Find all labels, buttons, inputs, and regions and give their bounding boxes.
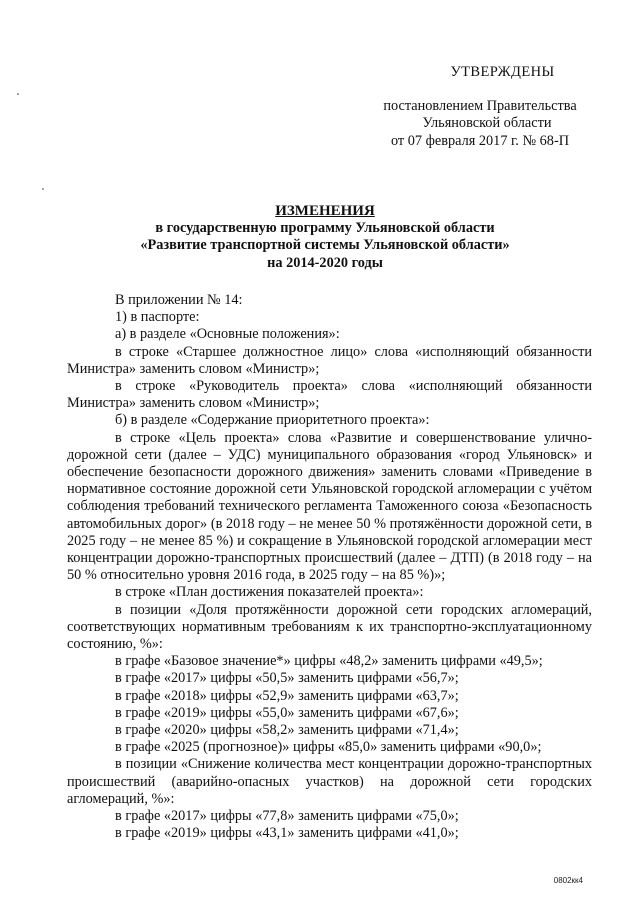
paragraph: 1) в паспорте: [115, 309, 200, 326]
paragraph: а) в разделе «Основные положения»: [115, 326, 340, 343]
approval-line-region: Ульяновской области [422, 115, 552, 132]
approval-line-date: от 07 февраля 2017 г. № 68-П [390, 132, 570, 149]
title-line-years: на 2014-2020 годы [267, 254, 383, 271]
scan-speck [42, 188, 44, 190]
paragraph: в графе «2018» цифры «52,9» заменить цифрами «63,7»; [115, 687, 459, 704]
paragraph: в строке «План достижения показателей проекта»: [115, 584, 424, 601]
paragraph: в строке «Цель проекта» слова «Развитие и совершенствование улично-дорожной сети (далее – УДС) муниципального образования «город Ульяновск» и обеспечение безопасности дорожного движения» заменить словами «Приведение в нормативное состояние дорожной сети Ульяновской городской агломерации с учётом соблюдения требований технического регламента Таможенного союза «Безопасность автомобильных дорог» (в 2018 году – не менее 50 % протяжённости дорожной сети, в 2025 году – не менее 85 %) и сокращение в Ульяновской городской агломерации мест концентрации дорожно-транспортных происшествий (далее – ДТП) (в 2018 году – на 50 % относительно уровня 2016 года, в 2025 году – на 85 %)»; [67, 429, 592, 584]
paragraph: в графе «2017» цифры «50,5» заменить цифрами «56,7»; [115, 670, 459, 687]
approval-line-decree: постановлением Правительства [383, 98, 577, 115]
paragraph: в графе «2019» цифры «55,0» заменить цифрами «67,6»; [115, 704, 459, 721]
approval-block [375, 64, 585, 150]
document-title [90, 203, 560, 272]
paragraph: б) в разделе «Содержание приоритетного проекта»: [115, 412, 430, 429]
paragraph: в графе «2019» цифры «43,1» заменить цифрами «41,0»; [115, 825, 459, 842]
paragraph: в графе «2017» цифры «77,8» заменить цифрами «75,0»; [115, 808, 459, 825]
title-main: ИЗМЕНЕНИЯ [275, 203, 375, 219]
paragraph: в графе «Базовое значение*» цифры «48,2» заменить цифрами «49,5»; [115, 653, 543, 670]
paragraph: в графе «2025 (прогнозное)» цифры «85,0» заменить цифрами «90,0»; [115, 739, 542, 756]
footer-code: 0802кк4 [553, 875, 583, 885]
scan-speck [17, 93, 19, 95]
paragraph: в позиции «Доля протяжённости дорожной сети городских агломераций, соответствующих нормативным требованиям к их транспортно-эксплуатационному состоянию, %»: [67, 601, 592, 653]
approval-stamp: УТВЕРЖДЕНЫ [450, 64, 555, 80]
paragraph: В приложении № 14: [115, 292, 243, 308]
paragraph: в графе «2020» цифры «58,2» заменить цифрами «71,4»; [115, 722, 459, 739]
document-body [67, 292, 592, 843]
paragraph: в строке «Старшее должностное лицо» слова «исполняющий обязанности Министра» заменить словом «Министр»; [67, 343, 592, 377]
paragraph: в позиции «Снижение количества мест концентрации дорожно-транспортных происшествий (аварийно-опасных участков) на дорожной сети городских агломераций, %»: [67, 756, 592, 807]
paragraph: в строке «Руководитель проекта» слова «исполняющий обязанности Министра» заменить словом «Министр»; [67, 378, 592, 412]
title-line-program: в государственную программу Ульяновской области [155, 220, 495, 237]
title-line-name: «Развитие транспортной системы Ульяновской области» [140, 237, 510, 254]
